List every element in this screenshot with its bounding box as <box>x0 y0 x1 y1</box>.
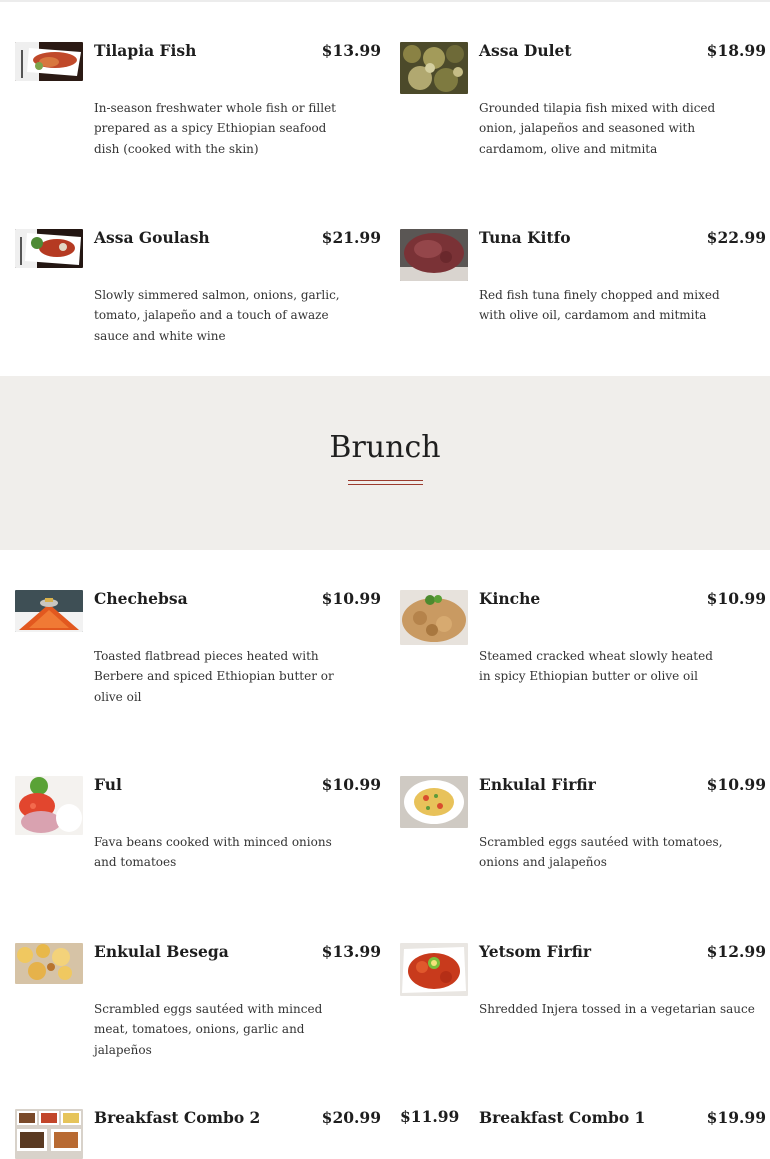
tilapia-fish-photo <box>15 42 83 81</box>
item-description: Scrambled eggs sautéed with tomatoes, onions and jalapeños <box>479 835 723 870</box>
item-price: $20.99 <box>321 1108 381 1127</box>
item-price: $11.99 <box>400 1107 460 1126</box>
section-header-brunch <box>0 376 770 550</box>
breakfast-combo-2-photo <box>15 1109 83 1159</box>
menu-item-chechebsa[interactable] <box>15 590 385 730</box>
menu-item-breakfast-combo-1[interactable] <box>400 1109 770 1159</box>
chechebsa-photo <box>15 590 83 632</box>
menu-item-enkulal-firfir[interactable] <box>400 776 770 896</box>
item-price: $10.99 <box>321 589 381 608</box>
item-description: In-season freshwater whole fish or fillet prepared as a spicy Ethiopian seafood dish (cooked with the skin) <box>94 101 336 156</box>
kinche-photo <box>400 590 468 645</box>
item-name: Assa Goulash <box>94 228 210 247</box>
item-price: $13.99 <box>321 41 381 60</box>
item-description: Steamed cracked wheat slowly heated in spicy Ethiopian butter or olive oil <box>479 649 713 684</box>
item-name: Assa Dulet <box>479 41 572 60</box>
menu-item-yetsom-firfir[interactable] <box>400 943 770 1063</box>
item-name: Enkulal Besega <box>94 942 229 961</box>
item-description: Toasted flatbread pieces heated with Berbere and spiced Ethiopian butter or olive oil <box>94 649 334 704</box>
enkulal-besega-photo <box>15 943 83 984</box>
menu-item-tuna-kitfo[interactable] <box>400 229 770 359</box>
yetsom-firfir-photo <box>400 943 468 996</box>
item-description: Grounded tilapia fish mixed with diced onion, jalapeños and seasoned with cardamom, olive and mitmita <box>479 101 716 156</box>
item-name: Tuna Kitfo <box>479 228 571 247</box>
item-name: Breakfast Combo 1 <box>479 1108 646 1127</box>
item-description: Slowly simmered salmon, onions, garlic, tomato, jalapeño and a touch of awaze sauce and white wine <box>94 288 340 343</box>
item-name: Enkulal Firfir <box>479 775 596 794</box>
item-price: $13.99 <box>321 942 381 961</box>
item-price: $19.99 <box>706 1108 766 1127</box>
assa-dulet-photo <box>400 42 468 94</box>
item-name: Yetsom Firfir <box>479 942 592 961</box>
menu-item-assa-goulash[interactable] <box>15 229 385 359</box>
item-price: $22.99 <box>706 228 766 247</box>
menu-item-tilapia-fish[interactable] <box>15 42 385 192</box>
item-description: Scrambled eggs sautéed with minced meat, tomatoes, onions, garlic and jalapeños <box>94 1002 323 1057</box>
item-description: Shredded Injera tossed in a vegetarian sauce <box>479 1002 755 1016</box>
assa-goulash-photo <box>15 229 83 268</box>
item-name: Breakfast Combo 2 <box>94 1108 261 1127</box>
item-name: Ful <box>94 775 122 794</box>
tuna-kitfo-photo <box>400 229 468 281</box>
item-name: Kinche <box>479 589 541 608</box>
item-name: Tilapia Fish <box>94 41 197 60</box>
item-price: $12.99 <box>706 942 766 961</box>
menu-item-breakfast-combo-2[interactable] <box>15 1109 385 1159</box>
item-name: Chechebsa <box>94 589 188 608</box>
menu-item-ful[interactable] <box>15 776 385 896</box>
section-title-underline <box>348 480 423 485</box>
item-description: Fava beans cooked with minced onions and tomatoes <box>94 835 332 870</box>
menu-item-kinche[interactable] <box>400 590 770 730</box>
menu-item-assa-dulet[interactable] <box>400 42 770 192</box>
item-price: $10.99 <box>706 775 766 794</box>
ful-photo <box>15 776 83 835</box>
item-price: $10.99 <box>321 775 381 794</box>
top-divider <box>0 0 770 2</box>
menu-item-enkulal-besega[interactable] <box>15 943 385 1063</box>
item-description: Red fish tuna finely chopped and mixed with olive oil, cardamom and mitmita <box>479 288 720 323</box>
enkulal-firfir-photo <box>400 776 468 828</box>
item-price: $18.99 <box>706 41 766 60</box>
section-title: Brunch <box>329 430 441 465</box>
item-price: $10.99 <box>706 589 766 608</box>
item-price: $21.99 <box>321 228 381 247</box>
